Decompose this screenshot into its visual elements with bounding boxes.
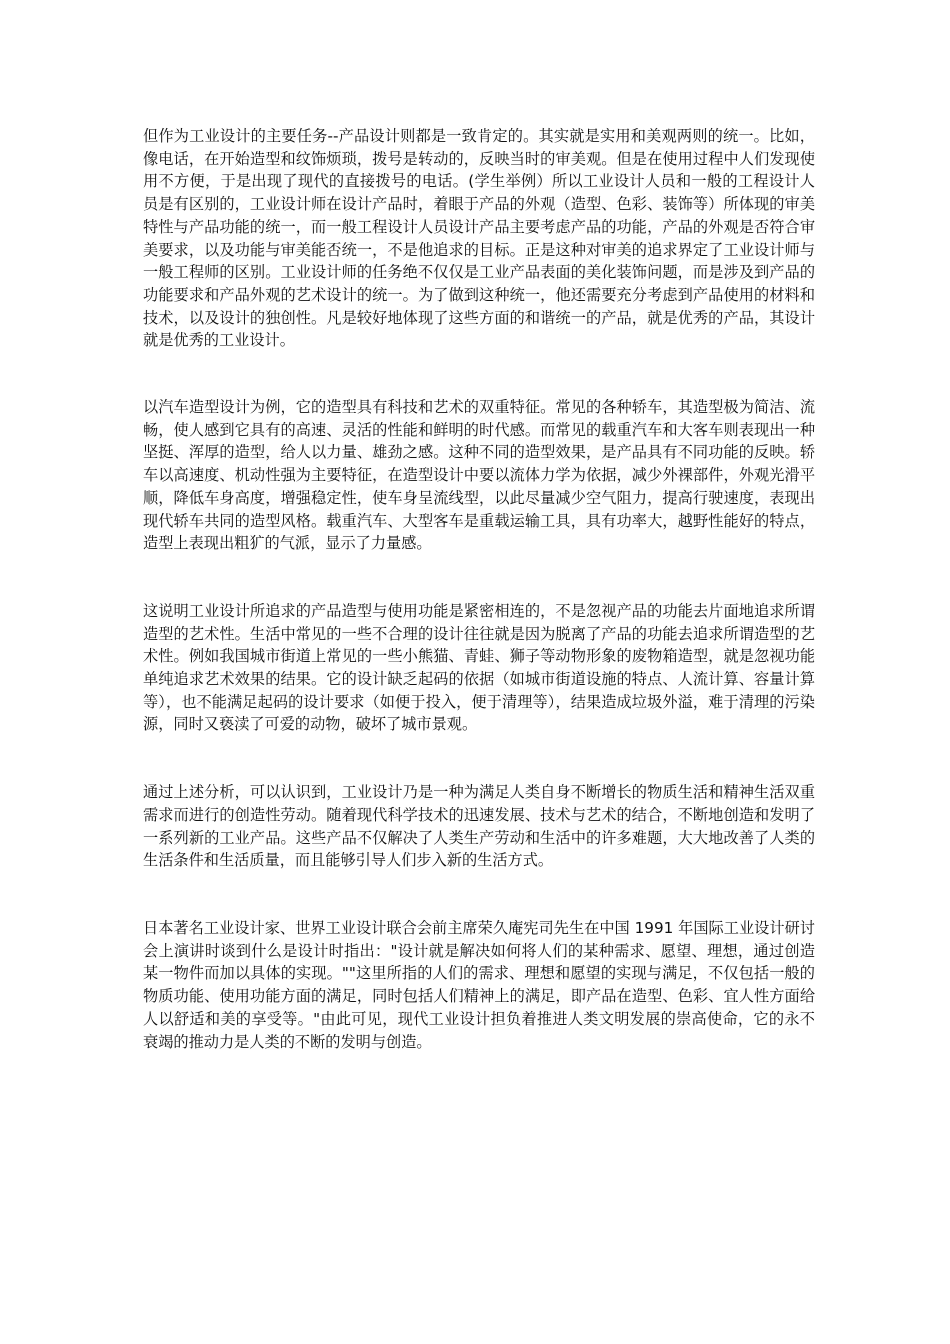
paragraph-analysis-conclusion: 通过上述分析，可以认识到，工业设计乃是一种为满足人类自身不断增长的物质生活和精神生活双重需求而进行的创造性劳动。随着现代科学技术的迅速发展、技术与艺术的结合，不断地创造和发明了一系列新的工业产品。这些产品不仅解决了人类生产劳动和生活中的许多难题，大大地改善了人类的生活条件和生活质量，而且能够引导人们步入新的生活方式。 [143, 783, 815, 870]
paragraph-automobile-styling: 以汽车造型设计为例，它的造型具有科技和艺术的双重特征。常见的各种轿车，其造型极为简洁、流畅，使人感到它具有的高速、灵活的性能和鲜明的时代感。而常见的载重汽车和大客车则表现出一种坚挺、浑厚的造型，给人以力量、雄劲之感。这种不同的造型效果，是产品具有不同功能的反映。轿车以高速度、机动性强为主要特征，在造型设计中要以流体力学为依据，减少外裸部件，外观光滑平顺，降低车身高度，增强稳定性，使车身呈流线型，以此尽量减少空气阻力，提高行驶速度，表现出现代轿车共同的造型风格。载重汽车、大型客车是重载运输工具，具有功率大，越野性能好的特点，造型上表现出粗犷的气派，显示了力量感。 [143, 398, 815, 553]
paragraph-spacer [143, 555, 815, 600]
document-body [143, 125, 815, 1053]
paragraph-spacer [143, 352, 815, 396]
paragraph-industrial-design-task: 但作为工业设计的主要任务--产品设计则都是一致肯定的。其实就是实用和美观两则的统一。比如，像电话，在开始造型和纹饰烦琐，拨号是转动的，反映当时的审美观。但是在使用过程中人们发现使用不方便，于是出现了现代的直接拨号的电话。(学生举例）所以工业设计人员和一般的工程设计人员是有区别的，工业设计师在设计产品时，着眼于产品的外观（造型、色彩、装饰等）所体现的审美特性与产品功能的统一，而一般工程设计人员设计产品主要考虑产品的功能，产品的外观是否符合审美要求，以及功能与审美能否统一，不是他追求的目标。正是这种对审美的追求界定了工业设计师与一般工程师的区别。工业设计师的任务绝不仅仅是工业产品表面的美化装饰问题，而是涉及到产品的功能要求和产品外观的艺术设计的统一。为了做到这种统一，他还需要充分考虑到产品使用的材料和技术，以及设计的独创性。凡是较好地体现了这些方面的和谐统一的产品，就是优秀的产品，其设计就是优秀的工业设计。 [143, 127, 815, 350]
paragraph-spacer [143, 872, 815, 917]
paragraph-design-definition: 日本著名工业设计家、世界工业设计联合会前主席荣久庵宪司先生在中国 1991 年国际工业设计研讨会上演讲时谈到什么是设计时指出："设计就是解决如何将人们的某种需求、愿望、理想，通过创造某一物件而加以具体的实现。""这里所指的人们的需求、理想和愿望的实现与满足，不仅包括一般的物质功能、使用功能方面的满足，同时包括人们精神上的满足，即产品在造型、色彩、宜人性方面给人以舒适和美的享受等。"由此可见，现代工业设计担负着推进人类文明发展的崇高使命，它的永不衰竭的推动力是人类的不断的发明与创造。 [143, 918, 815, 1051]
paragraph-spacer [143, 736, 815, 781]
paragraph-form-and-function: 这说明工业设计所追求的产品造型与使用功能是紧密相连的，不是忽视产品的功能去片面地追求所谓造型的艺术性。生活中常见的一些不合理的设计往往就是因为脱离了产品的功能去追求所谓造型的艺术性。例如我国城市街道上常见的一些小熊猫、青蛙、狮子等动物形象的废物箱造型，就是忽视功能单纯追求艺术效果的结果。它的设计缺乏起码的依据（如城市街道设施的特点、人流计算、容量计算等），也不能满足起码的设计要求（如便于投入，便于清理等），结果造成垃圾外溢，难于清理的污染源，同时又亵渎了可爱的动物，破坏了城市景观。 [143, 601, 815, 734]
